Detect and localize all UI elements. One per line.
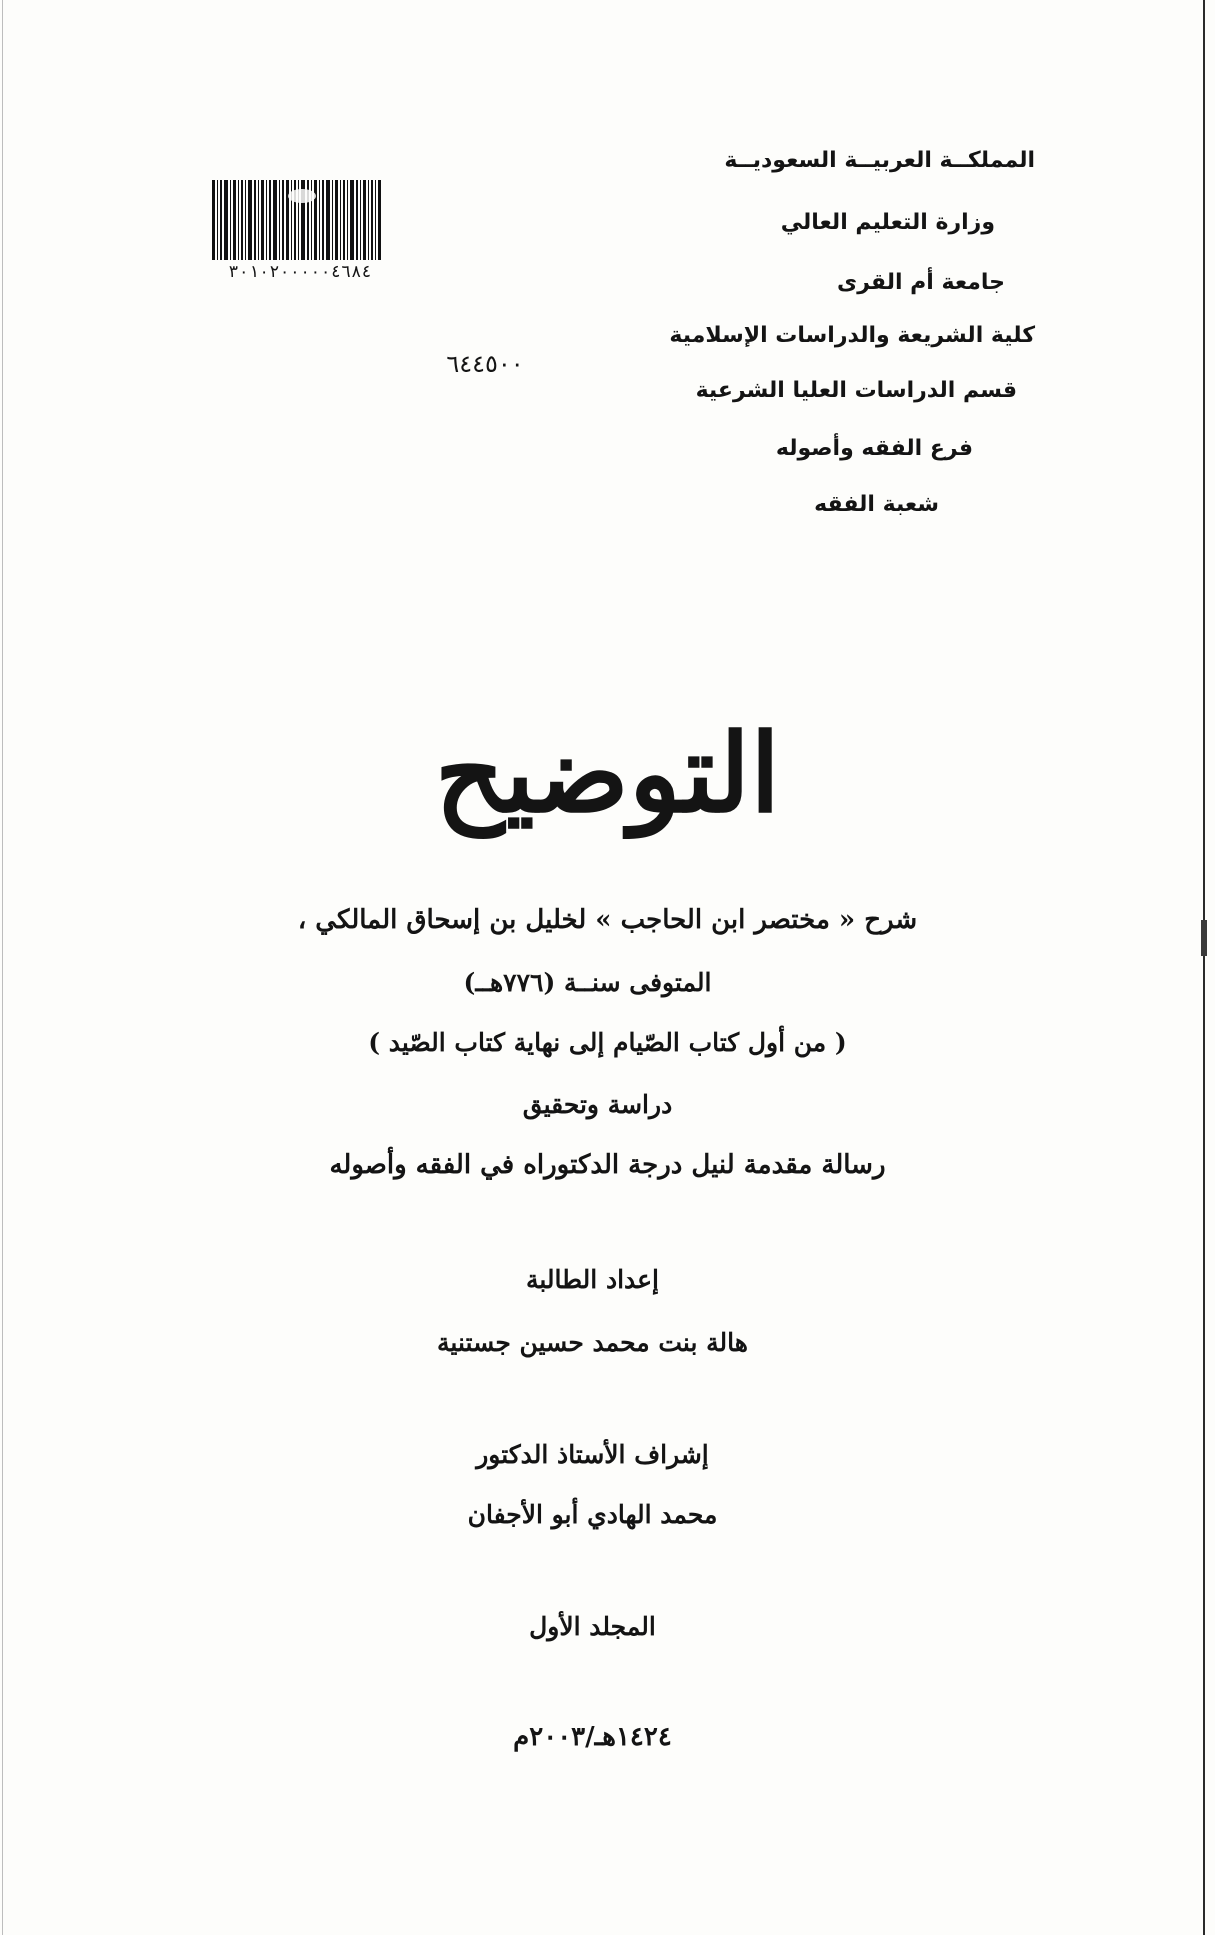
supervisor-name: محمد الهادي أبو الأجفان [467,1500,718,1529]
book-title: التوضيح [434,711,781,837]
subtitle-line-4: دراسة وتحقيق [522,1090,673,1119]
ministry-line: وزارة التعليم العالي [780,210,995,235]
publication-date: ١٤٢٤هـ/٢٠٠٣م [513,1722,672,1752]
college-line: كلية الشريعة والدراسات الإسلامية [669,323,1035,348]
university-line: جامعة أم القرى [837,270,1005,295]
department-line: قسم الدراسات العليا الشرعية [695,378,1017,403]
subtitle-line-3: ( من أول كتاب الصّيام إلى نهاية كتاب الصّيد ) [368,1028,847,1057]
barcode-number: ٣٠١٠٢٠٠٠٠٠٤٦٨٤ [228,262,372,282]
subtitle-line-1: شرح « مختصر ابن الحاجب » لخليل بن إسحاق المالكي ، [297,905,918,935]
kingdom-line: المملكــة العربيــة السعوديــة [724,148,1035,173]
accession-number: ٦٤٤٥٠٠ [446,350,524,378]
barcode-image [212,180,382,260]
author-name: هالة بنت محمد حسين جستنية [437,1328,748,1357]
author-label: إعداد الطالبة [525,1265,660,1294]
division-line: شعبة الفقه [814,492,939,517]
scan-right-edge [1203,0,1205,1935]
volume-label: المجلد الأول [529,1612,656,1641]
branch-line: فرع الفقه وأصوله [775,436,973,461]
supervisor-label: إشراف الأستاذ الدكتور [476,1440,709,1469]
subtitle-line-2: المتوفى سنــة (٧٧٦هــ) [463,968,712,997]
subtitle-line-5: رسالة مقدمة لنيل درجة الدكتوراه في الفقه وأصوله [329,1150,886,1180]
